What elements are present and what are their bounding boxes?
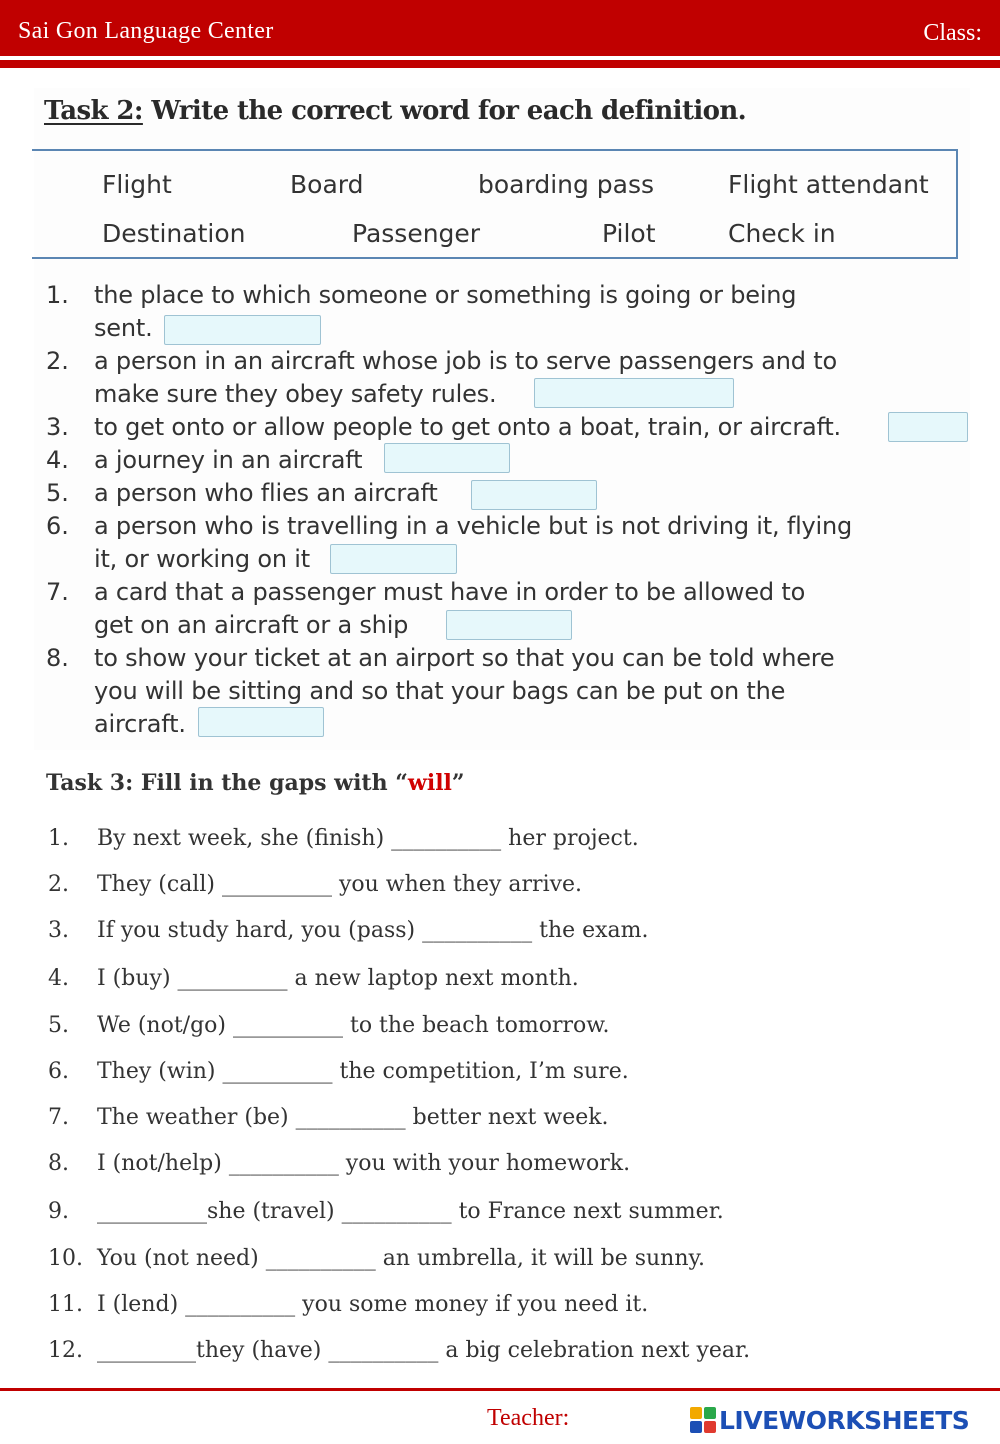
exercise-sentence: __________she (travel) __________ to France next summer. <box>97 1199 724 1224</box>
exercise-number: 1. <box>48 826 69 851</box>
definition-number: 5. <box>46 479 69 507</box>
definition-text: a person who is travelling in a vehicle but is not driving it, flying <box>94 512 853 540</box>
definition-number: 6. <box>46 512 69 540</box>
footer-divider <box>0 1388 1000 1391</box>
task3-title-text: Task 3: Fill in the gaps with “ <box>46 770 408 796</box>
word-bank-item: boarding pass <box>478 170 655 199</box>
answer-input-6[interactable] <box>330 544 457 574</box>
exercise-sentence: We (not/go) __________ to the beach tomorrow. <box>97 1013 610 1038</box>
task3-title-close-quote: ” <box>451 770 465 796</box>
word-bank-item: Passenger <box>352 219 481 248</box>
liveworksheets-brand: LIVEWORKSHEETS <box>719 1405 970 1435</box>
definition-number: 2. <box>46 347 69 375</box>
definition-text: get on an aircraft or a ship <box>94 611 409 639</box>
definition-number: 4. <box>46 446 69 474</box>
answer-input-5[interactable] <box>471 480 597 510</box>
exercise-number: 7. <box>48 1105 69 1130</box>
exercise-sentence: If you study hard, you (pass) __________ the exam. <box>97 918 649 943</box>
exercise-number: 11. <box>48 1292 83 1317</box>
exercise-number: 12. <box>48 1338 83 1363</box>
answer-input-2[interactable] <box>534 378 734 408</box>
definition-text: aircraft. <box>94 710 186 738</box>
exercise-number: 6. <box>48 1059 69 1084</box>
exercise-number: 3. <box>48 918 69 943</box>
word-bank-item: Check in <box>728 219 836 248</box>
word-bank-item: Pilot <box>602 219 656 248</box>
answer-input-3[interactable] <box>888 412 968 442</box>
word-bank-item: Board <box>290 170 364 199</box>
exercise-sentence: The weather (be) __________ better next week. <box>97 1105 609 1130</box>
task3-title <box>46 770 465 796</box>
task2-instruction: Write the correct word for each definition. <box>142 96 747 126</box>
answer-input-7[interactable] <box>446 610 572 640</box>
definition-text: you will be sitting and so that your bags can be put on the <box>94 677 786 705</box>
answer-input-8[interactable] <box>198 707 324 737</box>
exercise-sentence: I (lend) __________ you some money if you need it. <box>97 1292 649 1317</box>
definition-text: to show your ticket at an airport so that you can be told where <box>94 644 835 672</box>
exercise-number: 8. <box>48 1151 69 1176</box>
word-bank-item: Destination <box>102 219 246 248</box>
definition-text: to get onto or allow people to get onto a boat, train, or aircraft. <box>94 413 841 441</box>
definition-text: make sure they obey safety rules. <box>94 380 497 408</box>
header-bar <box>0 0 1000 56</box>
definition-text: a journey in an aircraft <box>94 446 363 474</box>
exercise-sentence: They (call) __________ you when they arrive. <box>97 872 583 897</box>
task2-label: Task 2: <box>44 96 143 126</box>
class-label: Class: <box>923 20 982 46</box>
definition-text: a person in an aircraft whose job is to serve passengers and to <box>94 347 837 375</box>
definition-text: it, or working on it <box>94 545 310 573</box>
exercise-sentence: I (buy) __________ a new laptop next month. <box>97 966 579 991</box>
header-divider <box>0 60 1000 68</box>
exercise-number: 4. <box>48 966 69 991</box>
answer-input-4[interactable] <box>384 443 510 473</box>
teacher-label: Teacher: <box>487 1405 570 1431</box>
word-bank-item: Flight attendant <box>728 170 929 199</box>
definition-number: 8. <box>46 644 69 672</box>
definition-number: 1. <box>46 281 69 309</box>
exercise-sentence: _________they (have) __________ a big celebration next year. <box>97 1338 751 1363</box>
definition-number: 7. <box>46 578 69 606</box>
definition-text: a card that a passenger must have in order to be allowed to <box>94 578 806 606</box>
task2-title <box>44 96 746 126</box>
liveworksheets-logo-icon <box>690 1407 716 1433</box>
answer-input-1[interactable] <box>164 315 321 345</box>
exercise-sentence: I (not/help) __________ you with your homework. <box>97 1151 631 1176</box>
word-bank-item: Flight <box>102 170 172 199</box>
exercise-number: 10. <box>48 1246 83 1271</box>
exercise-number: 9. <box>48 1199 69 1224</box>
exercise-sentence: They (win) __________ the competition, I’m sure. <box>97 1059 629 1084</box>
task3-keyword: will <box>407 770 452 796</box>
exercise-number: 5. <box>48 1013 69 1038</box>
exercise-sentence: You (not need) __________ an umbrella, it will be sunny. <box>97 1246 706 1271</box>
exercise-sentence: By next week, she (finish) __________ her project. <box>97 826 639 851</box>
definition-text: a person who flies an aircraft <box>94 479 438 507</box>
exercise-number: 2. <box>48 872 69 897</box>
liveworksheets-logo <box>690 1405 969 1435</box>
definition-text: the place to which someone or something is going or being <box>94 281 797 309</box>
center-name: Sai Gon Language Center <box>18 18 274 44</box>
definition-number: 3. <box>46 413 69 441</box>
definition-text: sent. <box>94 314 153 342</box>
